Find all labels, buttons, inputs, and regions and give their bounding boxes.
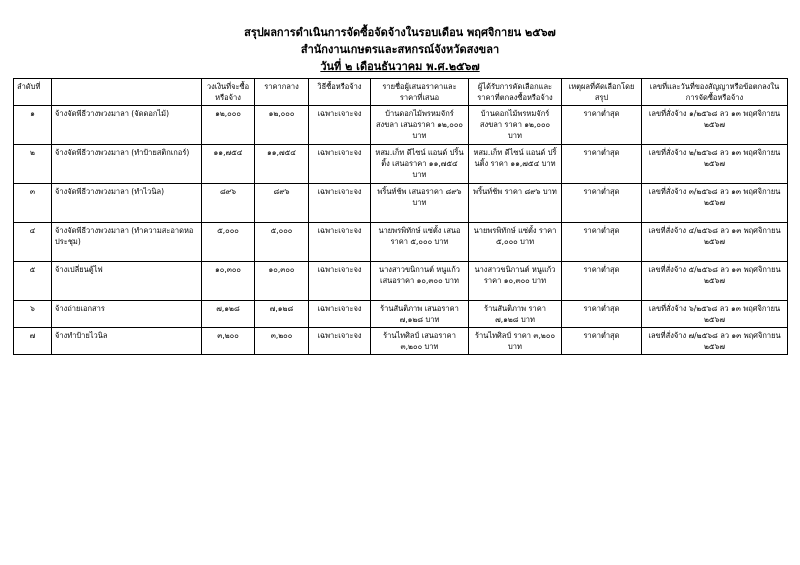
header-budget: วงเงินที่จะซื้อหรือจ้าง xyxy=(202,79,255,106)
cell-winner: นางสาวขนิกานต์ หนูแก้ว ราคา ๑๐,๓๐๐ บาท xyxy=(469,262,562,301)
cell-median-price: ๕,๐๐๐ xyxy=(255,223,309,262)
cell-bidders: บ้านดอกไม้พรหมจักร์ สงขลา เสนอราคา ๑๒,๐๐๐ บาท xyxy=(371,106,469,145)
cell-budget: ๗,๑๒๘ xyxy=(202,301,255,328)
cell-winner: นายพรพิทักษ์ แซ่ตั้ง ราคา ๕,๐๐๐ บาท xyxy=(469,223,562,262)
cell-method: เฉพาะเจาะจง xyxy=(309,145,371,184)
cell-method: เฉพาะเจาะจง xyxy=(309,301,371,328)
cell-method: เฉพาะเจาะจง xyxy=(309,223,371,262)
cell-reason: ราคาต่ำสุด xyxy=(562,106,642,145)
title-line-2: สำนักงานเกษตรและสหกรณ์จังหวัดสงขลา xyxy=(300,43,500,56)
cell-bidders: นายพรพิทักษ์ แซ่ตั้ง เสนอราคา ๕,๐๐๐ บาท xyxy=(371,223,469,262)
cell-item: จ้างจัดพีธีวางพวงมาลา (ทำความสะอาดหอประชุม) xyxy=(52,223,202,262)
cell-median-price: ๘๙๖ xyxy=(255,184,309,223)
cell-bidders: นางสาวขนิกานต์ หนูแก้ว เสนอราคา ๑๐,๓๐๐ บาท xyxy=(371,262,469,301)
table-row xyxy=(14,262,788,301)
cell-winner: พริ้นท์ช้พ ราคา ๘๙๖ บาท xyxy=(469,184,562,223)
cell-median-price: ๗,๑๒๘ xyxy=(255,301,309,328)
table-row xyxy=(14,223,788,262)
document-title xyxy=(0,24,800,75)
cell-median-price: ๑๐,๓๐๐ xyxy=(255,262,309,301)
header-method: วิธีซื้อหรือจ้าง xyxy=(309,79,371,106)
cell-budget: ๕,๐๐๐ xyxy=(202,223,255,262)
cell-contract: เลขที่สั่งจ้าง ๑/๒๕๖๘ ลว ๑๓ พฤศจิกายน ๒๕๖๗ xyxy=(642,106,788,145)
cell-method: เฉพาะเจาะจง xyxy=(309,262,371,301)
cell-winner: หสม.เก็ท ดีไซน์ แอนด์ ปริ้นติ้ง ราคา ๑๑,๗๕๔ บาท xyxy=(469,145,562,184)
header-bidders: รายชื่อผู้เสนอราคาและราคาที่เสนอ xyxy=(371,79,469,106)
cell-item: จ้างจัดพีธีวางพวงมาลา (ทำไวนิล) xyxy=(52,184,202,223)
title-line-1: สรุปผลการดำเนินการจัดซื้อจัดจ้างในรอบเดือน พฤศจิกายน ๒๕๖๗ xyxy=(244,26,556,39)
header-reason: เหตุผลที่คัดเลือกโดยสรุป xyxy=(562,79,642,106)
cell-method: เฉพาะเจาะจง xyxy=(309,328,371,355)
header-contract: เลขที่และวันที่ของสัญญาหรือข้อตกลงในการจัดซื้อหรือจ้าง xyxy=(642,79,788,106)
cell-contract: เลขที่สั่งจ้าง ๓/๒๕๖๘ ลว ๑๓ พฤศจิกายน ๒๕๖๗ xyxy=(642,184,788,223)
cell-item: จ้างจัดพีธีวางพวงมาลา (จัดดอกไม้) xyxy=(52,106,202,145)
cell-contract: เลขที่สั่งจ้าง ๕/๒๕๖๘ ลว ๑๓ พฤศจิกายน ๒๕๖๗ xyxy=(642,262,788,301)
cell-contract: เลขที่สั่งจ้าง ๖/๒๕๖๘ ลว ๑๓ พฤศจิกายน ๒๕๖๗ xyxy=(642,301,788,328)
cell-item: จ้างจัดพีธีวางพวงมาลา (ทำป้ายสติกเกอร์) xyxy=(52,145,202,184)
cell-budget: ๑๐,๓๐๐ xyxy=(202,262,255,301)
cell-bidders: หสม.เก็ท ดีไซน์ แอนด์ ปริ้นติ้ง เสนอราคา ๑๑,๗๕๔ บาท xyxy=(371,145,469,184)
table-row xyxy=(14,184,788,223)
cell-budget: ๘๙๖ xyxy=(202,184,255,223)
cell-no: ๗ xyxy=(14,328,52,355)
table-row xyxy=(14,301,788,328)
cell-no: ๓ xyxy=(14,184,52,223)
cell-reason: ราคาต่ำสุด xyxy=(562,223,642,262)
cell-bidders: ร้านสันติภาพ เสนอราคา ๗,๑๒๘ บาท xyxy=(371,301,469,328)
table-header-row xyxy=(14,79,788,106)
cell-item: จ้างทำป้ายไวนิล xyxy=(52,328,202,355)
cell-reason: ราคาต่ำสุด xyxy=(562,328,642,355)
header-median-price: ราคากลาง xyxy=(255,79,309,106)
cell-contract: เลขที่สั่งจ้าง ๗/๒๕๖๘ ลว ๑๓ พฤศจิกายน ๒๕๖๗ xyxy=(642,328,788,355)
cell-item: จ้างถ่ายเอกสาร xyxy=(52,301,202,328)
cell-reason: ราคาต่ำสุด xyxy=(562,184,642,223)
cell-reason: ราคาต่ำสุด xyxy=(562,145,642,184)
cell-reason: ราคาต่ำสุด xyxy=(562,301,642,328)
cell-median-price: ๑๒,๐๐๐ xyxy=(255,106,309,145)
cell-item: จ้างเปลี่ยนตู้ไฟ xyxy=(52,262,202,301)
cell-no: ๖ xyxy=(14,301,52,328)
cell-median-price: ๑๑,๗๕๔ xyxy=(255,145,309,184)
cell-no: ๔ xyxy=(14,223,52,262)
header-winner: ผู้ได้รับการคัดเลือกและราคาที่ตกลงซื้อหรือจ้าง xyxy=(469,79,562,106)
title-line-3: วันที่ ๒ เดือนธันวาคม พ.ศ.๒๕๖๗ xyxy=(320,60,480,73)
table-row xyxy=(14,106,788,145)
cell-reason: ราคาต่ำสุด xyxy=(562,262,642,301)
cell-no: ๒ xyxy=(14,145,52,184)
cell-bidders: พริ้นท์ช้พ เสนอราคา ๘๙๖ บาท xyxy=(371,184,469,223)
cell-budget: ๓,๒๐๐ xyxy=(202,328,255,355)
cell-budget: ๑๒,๐๐๐ xyxy=(202,106,255,145)
procurement-table xyxy=(13,78,788,355)
header-item xyxy=(52,79,202,106)
cell-winner: ร้านไทศิลป์ ราคา ๓,๒๐๐ บาท xyxy=(469,328,562,355)
cell-winner: ร้านสันติภาพ ราคา ๗,๑๒๘ บาท xyxy=(469,301,562,328)
cell-no: ๑ xyxy=(14,106,52,145)
cell-median-price: ๓,๒๐๐ xyxy=(255,328,309,355)
table-row xyxy=(14,145,788,184)
cell-bidders: ร้านไทศิลป์ เสนอราคา ๓,๒๐๐ บาท xyxy=(371,328,469,355)
cell-contract: เลขที่สั่งจ้าง ๔/๒๕๖๘ ลว ๑๓ พฤศจิกายน ๒๕๖๗ xyxy=(642,223,788,262)
cell-budget: ๑๑,๗๕๔ xyxy=(202,145,255,184)
cell-winner: บ้านดอกไม้พรหมจักร์ สงขลา ราคา ๑๒,๐๐๐ บาท xyxy=(469,106,562,145)
table-row xyxy=(14,328,788,355)
cell-method: เฉพาะเจาะจง xyxy=(309,184,371,223)
cell-method: เฉพาะเจาะจง xyxy=(309,106,371,145)
cell-contract: เลขที่สั่งจ้าง ๒/๒๕๖๘ ลว ๑๓ พฤศจิกายน ๒๕๖๗ xyxy=(642,145,788,184)
header-no: ลำดับที่ xyxy=(14,79,52,106)
cell-no: ๕ xyxy=(14,262,52,301)
